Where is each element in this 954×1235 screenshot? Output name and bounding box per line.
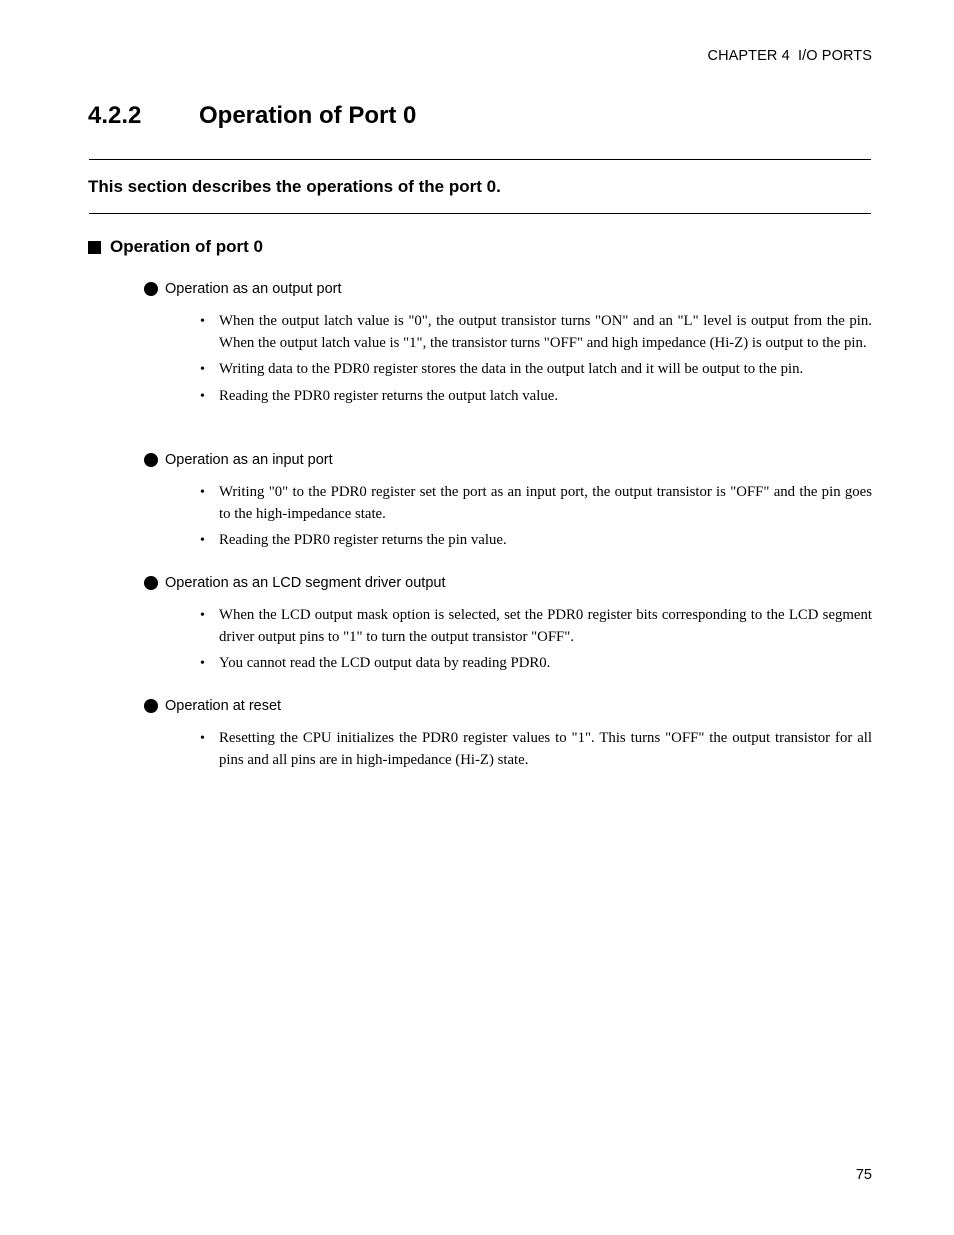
list-item-text: Writing "0" to the PDR0 register set the port as an input port, the output transistor is "OFF" and the pin goes to the high-impedance state. [219,484,872,522]
list-item-text: Reading the PDR0 register returns the output latch value. [219,387,559,404]
group-title-text: Operation at reset [165,698,282,714]
section-title: Operation of Port 0 [199,102,417,129]
bullet-icon: • [200,362,205,377]
list-item-text: When the LCD output mask option is selected, set the PDR0 register bits corresponding to the LCD segment driver output pins to "1" to turn the output transistor "OFF". [219,607,872,645]
filled-circle-icon [144,453,158,467]
group-title [144,450,872,470]
list-item [200,482,872,525]
group-title [144,573,872,593]
square-bullet-icon [88,241,101,254]
filled-circle-icon [144,282,158,296]
bullet-icon: • [200,314,205,329]
list-item [200,605,872,648]
item-list [200,482,872,552]
filled-circle-icon [144,576,158,590]
top-divider [89,159,871,160]
page-number: 75 [855,1167,872,1183]
group-title-text: Operation as an LCD segment driver output [165,575,446,591]
group-title [144,696,872,716]
item-list [200,605,872,675]
subsection-title: Operation of port 0 [110,237,263,256]
group-input-port [144,450,872,557]
chapter-header: CHAPTER 4 I/O PORTS [707,48,872,64]
list-item [200,386,872,408]
group-title-text: Operation as an output port [165,281,342,297]
section-heading [88,102,416,130]
item-list [200,728,872,771]
bottom-divider [89,213,871,214]
bullet-icon: • [200,388,205,404]
list-item-text: Writing data to the PDR0 register stores the data in the output latch and it will be output to the pin. [219,361,804,377]
group-title [144,279,872,299]
group-title-text: Operation as an input port [165,452,333,468]
list-item-text: When the output latch value is "0", the output transistor turns "ON" and an "L" level is output from the pin. When the output latch value is "1", the transistor turns "OFF" and high impedance (Hi-Z) is output to the pin. [219,313,872,351]
bullet-icon: • [200,656,205,671]
list-item-text: Reading the PDR0 register returns the pin value. [219,532,507,548]
section-summary: This section describes the operations of the port 0. [88,177,501,196]
list-item [200,311,872,354]
item-list [200,311,872,407]
list-item [200,530,872,552]
list-item-text: You cannot read the LCD output data by reading PDR0. [219,655,551,671]
bullet-icon: • [200,731,205,746]
subsection-heading [88,237,263,257]
list-item-text: Resetting the CPU initializes the PDR0 register values to "1". This turns "OFF" the output transistor for all pins and all pins are in high-impedance (Hi-Z) state. [219,730,872,768]
bullet-icon: • [200,533,205,548]
bullet-icon: • [200,608,205,623]
list-item [200,653,872,675]
list-item [200,728,872,771]
section-number: 4.2.2 [88,102,142,129]
bullet-icon: • [200,485,205,500]
list-item [200,359,872,381]
group-lcd-segment-output [144,573,872,680]
group-reset [144,696,872,776]
group-output-port [144,279,872,412]
filled-circle-icon [144,699,158,713]
